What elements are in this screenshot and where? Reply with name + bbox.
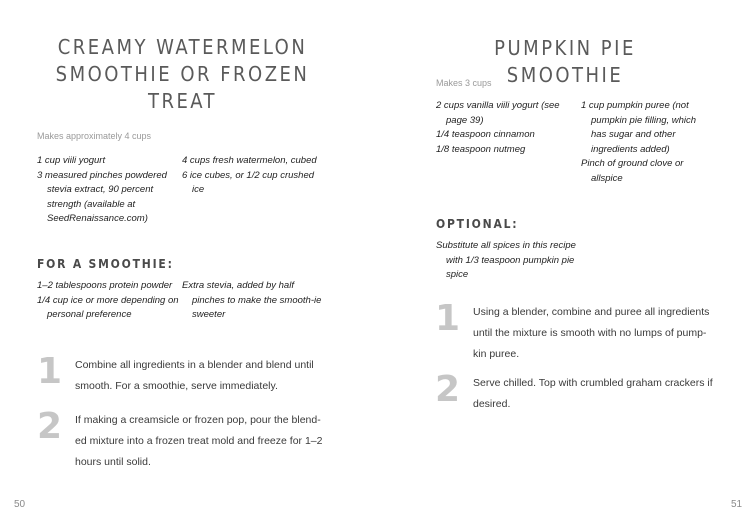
recipe-yield: Makes 3 cups (436, 78, 492, 88)
ingredient-item: 2 cups vanilla viili yogurt (see page 39) (436, 100, 560, 126)
ingredient-item: 1 cup pumpkin puree (not pumpkin pie filling, which has sugar and other ingredients added) (581, 100, 697, 155)
ingredient-item: 4 cups fresh watermelon, cubed (182, 155, 317, 166)
ingredient-item: Pinch of ground clove or allspice (581, 158, 684, 184)
title-line: SMOOTHIE OR FROZEN (55, 62, 310, 86)
step-number: 1 (435, 298, 461, 339)
ingredient-item: 1/8 teaspoon nutmeg (436, 143, 526, 155)
optional-item: Substitute all spices in this recipe with 1/3 teaspoon pumpkin pie spice (436, 240, 576, 281)
ingredient-item: 1/4 cup ice or more depending on personal preference (37, 294, 179, 321)
page-number: 50 (14, 499, 26, 510)
smoothie-ingredients-list (37, 279, 322, 323)
page-number: 51 (731, 499, 743, 510)
instruction-step (37, 406, 330, 473)
step-number: 2 (37, 406, 63, 447)
ingredient-item: 1/4 teaspoon cinnamon (436, 129, 535, 141)
step-number: 1 (37, 351, 63, 392)
ingredient-item: 1–2 tablespoons protein powder (37, 280, 173, 291)
ingredients-list (436, 99, 701, 187)
recipe-yield: Makes approximately 4 cups (37, 131, 152, 141)
ingredients-column (581, 99, 701, 187)
ingredient-item: 3 measured pinches powdered stevia extract, 90 percent strength (available at SeedRenaissance.com) (37, 169, 167, 225)
ingredients-column (37, 154, 182, 227)
ingredient-item: 1 cup viili yogurt (37, 155, 106, 166)
recipe-title (40, 34, 325, 115)
ingredients-column (436, 99, 581, 187)
title-line: TREAT (147, 89, 218, 113)
instruction-step (435, 369, 718, 415)
right-page (375, 0, 750, 525)
optional-list (436, 239, 576, 283)
title-line: PUMPKIN PIE SMOOTHIE (494, 36, 636, 87)
instruction-step (37, 351, 325, 397)
ingredient-item: 6 ice cubes, or 1/2 cup crushed ice (182, 169, 315, 196)
ingredients-column (436, 239, 576, 283)
step-number: 2 (435, 369, 461, 410)
optional-subheading: OPTIONAL: (436, 217, 519, 231)
ingredients-column (182, 279, 322, 323)
ingredients-column (182, 154, 322, 227)
step-text: Using a blender, combine and puree all ingredients until the mixture is smooth with no lumps of pump-kin puree. (473, 306, 710, 360)
ingredients-list (37, 154, 322, 227)
step-text: Serve chilled. Top with crumbled graham crackers if desired. (473, 377, 713, 410)
ingredient-item: Extra stevia, added by half pinches to make the smooth-ie sweeter (182, 280, 322, 321)
smoothie-subheading: FOR A SMOOTHIE: (37, 257, 174, 271)
step-text: Combine all ingredients in a blender and blend until smooth. For a smoothie, serve immediately. (75, 359, 314, 392)
step-text: If making a creamsicle or frozen pop, pour the blend-ed mixture into a frozen treat mold and freeze for 1–2 hours until solid. (75, 414, 323, 468)
instruction-step (435, 298, 718, 365)
ingredients-column (37, 279, 182, 323)
title-line: CREAMY WATERMELON (57, 35, 308, 59)
